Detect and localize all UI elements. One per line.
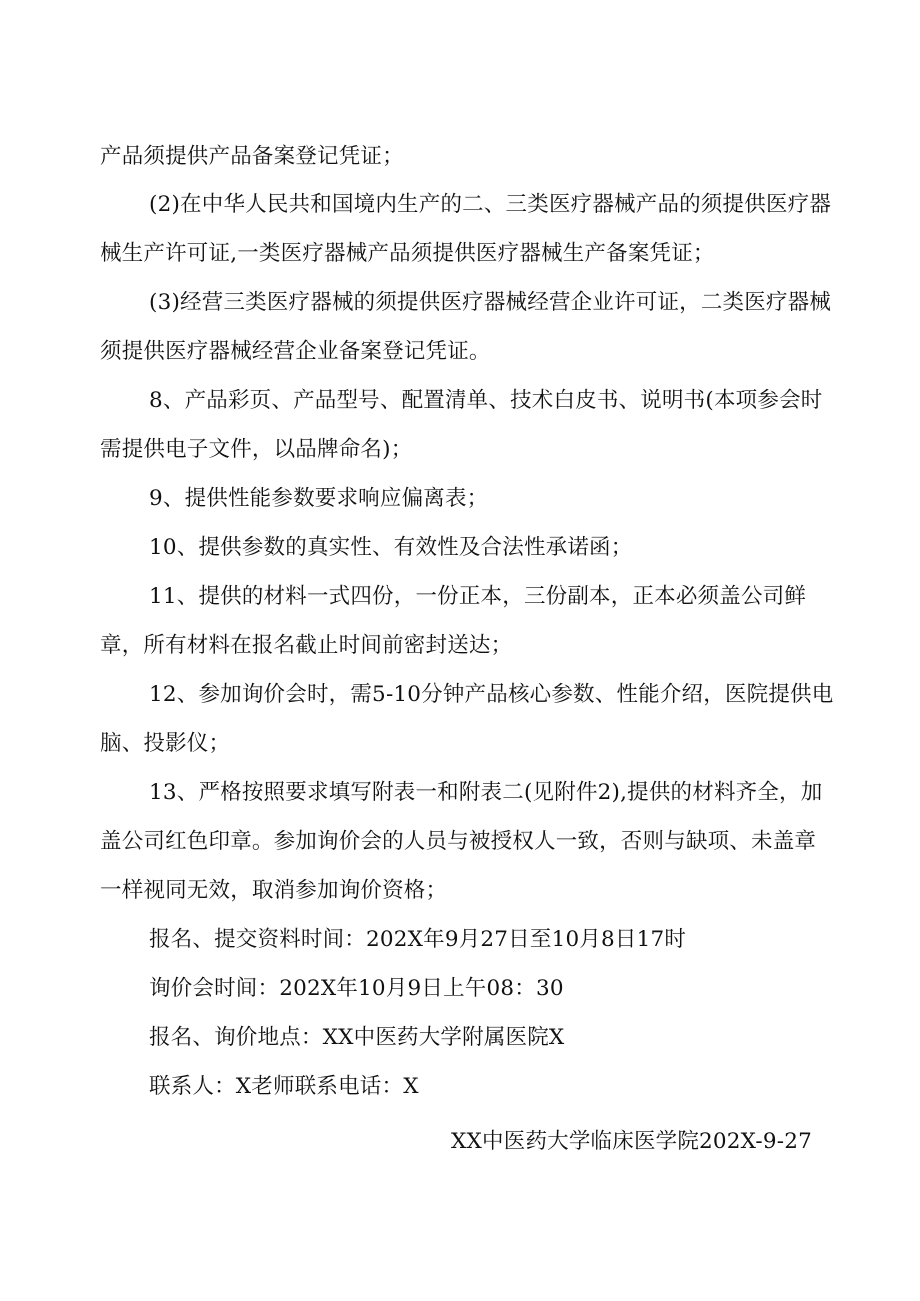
text-line: 盖公司红色印章。参加询价会的人员与被授权人一致，否则与缺项、未盖章 <box>100 829 817 854</box>
text-line: 脑、投影仪； <box>100 731 231 756</box>
text-line: 章，所有材料在报名截止时间前密封送达； <box>100 633 513 658</box>
text-line: 须提供医疗器械经营企业备案登记凭证。 <box>100 339 491 364</box>
text-line: 产品须提供产品备案登记凭证； <box>100 144 404 169</box>
text-line: 需提供电子文件，以品牌命名)； <box>100 437 413 462</box>
text-line: (3)经营三类医疗器械的须提供医疗器械经营企业许可证，二类医疗器械 <box>149 290 832 315</box>
meeting-time: 询价会时间：202X年10月9日上午08：30 <box>149 976 564 1001</box>
contact-info: 联系人：X老师联系电话：X <box>149 1074 419 1099</box>
registration-time: 报名、提交资料时间：202X年9月27日至10月8日17时 <box>149 927 687 952</box>
text-line: 13、严格按照要求填写附表一和附表二(见附件2),提供的材料齐全，加 <box>149 780 823 805</box>
text-line: 一样视同无效，取消参加询价资格； <box>100 878 448 903</box>
text-line: 11、提供的材料一式四份，一份正本，三份副本，正本必须盖公司鲜 <box>149 584 807 609</box>
text-line: 械生产许可证,一类医疗器械产品须提供医疗器械生产备案凭证； <box>100 241 715 266</box>
text-line: 8、产品彩页、产品型号、配置清单、技术白皮书、说明书(本项参会时 <box>149 388 823 413</box>
signature: XX中医药大学临床医学院202X-9-27 <box>451 1129 812 1154</box>
text-line: 9、提供性能参数要求响应偏离表； <box>149 486 489 511</box>
text-line: 10、提供参数的真实性、有效性及合法性承诺函； <box>149 535 633 560</box>
text-line: 12、参加询价会时，需5-10分钟产品核心参数、性能介绍，医院提供电 <box>149 682 834 707</box>
meeting-location: 报名、询价地点：XX中医药大学附属医院X <box>149 1025 565 1050</box>
text-line: (2)在中华人民共和国境内生产的二、三类医疗器械产品的须提供医疗器 <box>149 192 832 217</box>
